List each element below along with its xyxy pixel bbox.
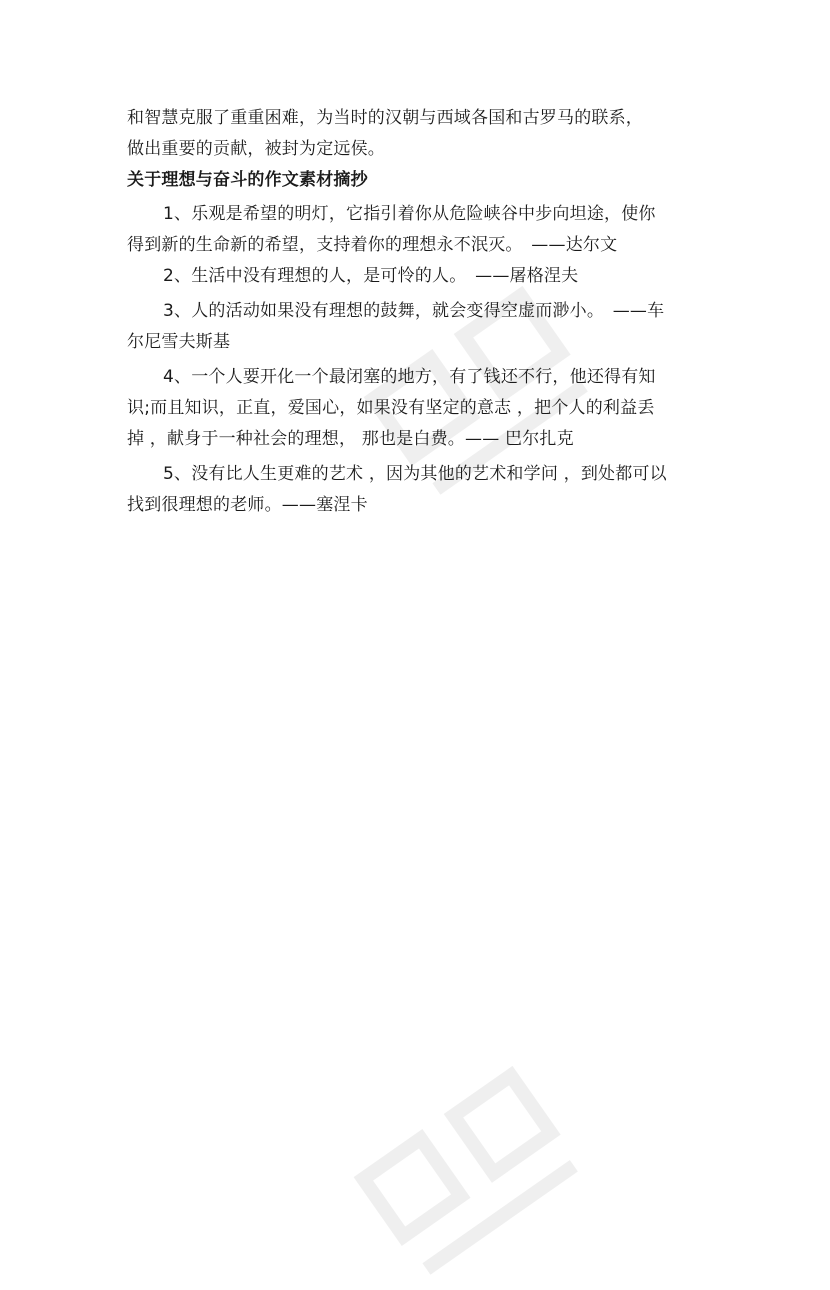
text-line: 尔尼雪夫斯基	[127, 332, 231, 352]
quote-item	[127, 261, 712, 292]
watermark-logo	[330, 1030, 590, 1290]
text-line: 和智慧克服了重重困难，为当时的汉朝与西域各国和古罗马的联系，	[127, 108, 643, 128]
quote-item	[127, 362, 712, 455]
text-line: 找到很理想的老师。——塞涅卡	[127, 495, 368, 515]
text-line: 识;而且知识，正直，爱国心，如果没有坚定的意志 ，把个人的利益丢	[127, 398, 655, 418]
text-line: 5、没有比人生更难的艺术 ，因为其他的艺术和学问 ，到处都可以	[163, 464, 667, 484]
text-line: 2、生活中没有理想的人，是可怜的人。 ——屠格涅夫	[163, 266, 579, 286]
text-line: 做出重要的贡献，被封为定远侯。	[127, 139, 385, 159]
document-body	[127, 103, 712, 521]
quote-item	[127, 459, 712, 521]
text-line: 3、人的活动如果没有理想的鼓舞，就会变得空虚而渺小。 ——车	[163, 301, 665, 321]
paragraph-continuation	[127, 103, 712, 165]
text-line: 得到新的生命新的希望，支持着你的理想永不泯灭。 ——达尔文	[127, 235, 618, 255]
text-line: 1、乐观是希望的明灯，它指引着你从危险峡谷中步向坦途，使你	[163, 204, 656, 224]
quote-item	[127, 199, 712, 261]
text-line: 掉 ，献身于一种社会的理想， 那也是白费。—— 巴尔扎克	[127, 429, 574, 449]
text-line: 4、一个人要开化一个最闭塞的地方，有了钱还不行，他还得有知	[163, 367, 656, 387]
section-heading: 关于理想与奋斗的作文素材摘抄	[127, 170, 368, 190]
quote-item	[127, 296, 712, 358]
